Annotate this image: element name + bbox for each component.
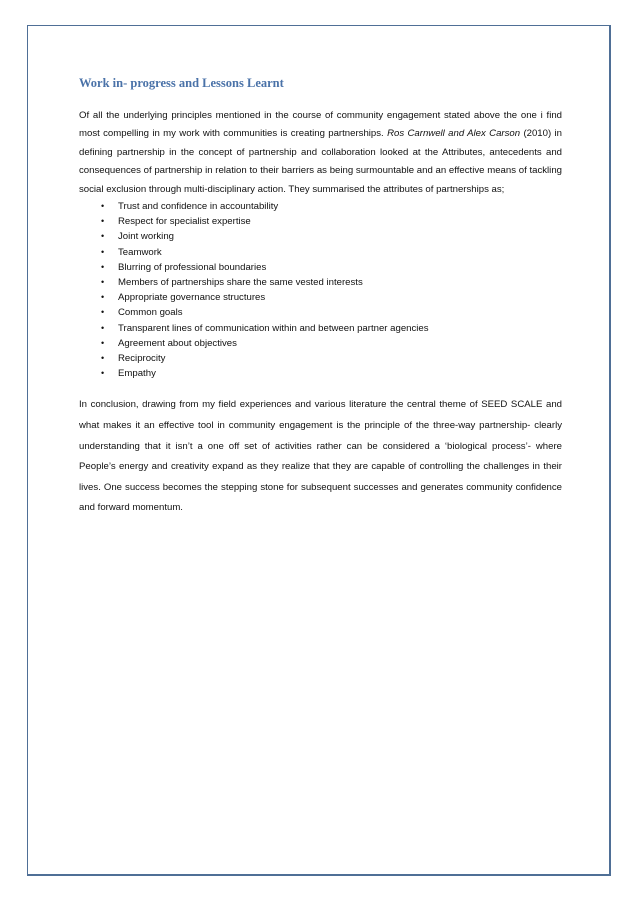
list-item: • Transparent lines of communication within and between partner agencies <box>101 321 562 336</box>
document-body <box>79 74 562 519</box>
bullet-icon: • <box>101 261 105 272</box>
intro-paragraph-part2: (2010) in defining partnership in the concept of partnership and collaboration looked at the Attributes, antecedents and consequences of partnership in relation to their barriers as being surmountable and an effective means of tackling social exclusion through multi-disciplinary action. They summarised the attributes of partnerships as; <box>79 128 562 195</box>
list-item: • Empathy <box>101 366 562 381</box>
intro-paragraph <box>79 107 562 199</box>
list-item: • Respect for specialist expertise <box>101 214 562 229</box>
list-item: • Trust and confidence in accountability <box>101 199 562 214</box>
list-item: • Joint working <box>101 229 562 244</box>
list-item: • Teamwork <box>101 245 562 260</box>
bullet-icon: • <box>101 292 105 303</box>
intro-paragraph-part1: Of all the underlying principles mentioned in the course of community engagement stated above the one i find most compelling in my work with communities is creating partnerships. <box>79 110 562 140</box>
conclusion-paragraph: In conclusion, drawing from my field experiences and various literature the central theme of SEED SCALE and what makes it an effective tool in community engagement is the principle of the three-way partnership- clearly understanding that it isn’t a one off set of activities rather can be considered a ‘biological process’- where People’s energy and creativity expand as they realize that they are capable of controlling the challenges in their lives. One success becomes the stepping stone for subsequent successes and generates community confidence and forward momentum. <box>79 399 562 514</box>
bullet-icon: • <box>101 246 105 257</box>
bullet-icon: • <box>101 322 105 333</box>
list-item: • Members of partnerships share the same vested interests <box>101 275 562 290</box>
list-item: • Appropriate governance structures <box>101 290 562 305</box>
list-item: • Agreement about objectives <box>101 336 562 351</box>
bullet-icon: • <box>101 353 105 364</box>
list-item: • Blurring of professional boundaries <box>101 260 562 275</box>
attributes-list <box>79 199 562 381</box>
bullet-icon: • <box>101 216 105 227</box>
bullet-icon: • <box>101 307 105 318</box>
list-item: • Reciprocity <box>101 351 562 366</box>
bullet-icon: • <box>101 337 105 348</box>
bullet-icon: • <box>101 277 105 288</box>
bullet-icon: • <box>101 368 105 379</box>
bullet-icon: • <box>101 231 105 242</box>
section-heading: Work in- progress and Lessons Learnt <box>79 76 284 90</box>
citation-authors: Ros Carnwell and Alex Carson <box>387 128 521 140</box>
bullet-icon: • <box>101 201 105 212</box>
list-item: • Common goals <box>101 305 562 320</box>
